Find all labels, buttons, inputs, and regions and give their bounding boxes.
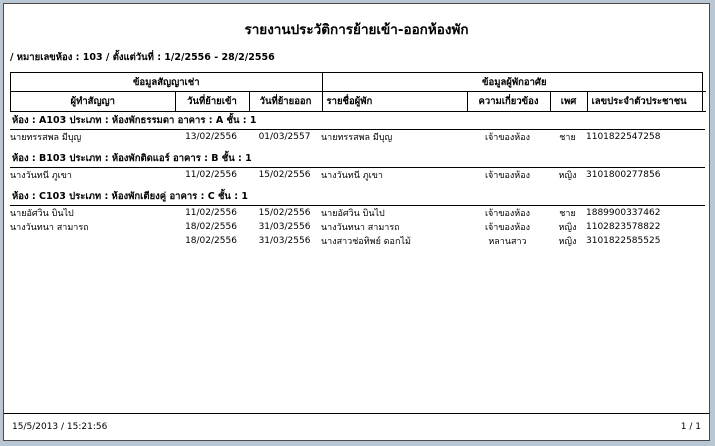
report-page [3, 3, 710, 441]
cell-move-in: 13/02/2556 [185, 132, 237, 142]
header-group-resident: ข้อมูลผู้พักอาศัย [322, 73, 706, 92]
column-header-resident: รายชื่อผู้พัก [322, 92, 467, 112]
report-footer [4, 413, 709, 440]
cell-relation: เจ้าของห้อง [484, 223, 531, 233]
report-body [10, 112, 703, 248]
cell-national-id: 1102823578822 [586, 222, 661, 232]
footer-timestamp: 15/5/2013 / 15:21:56 [12, 422, 108, 432]
cell-move-out: 15/02/2556 [258, 208, 311, 218]
cell-move-in: 18/02/2556 [185, 222, 237, 232]
cell-move-in: 18/02/2556 [185, 236, 237, 246]
room-group-header-label: ห้อง : B103 ประเภท : ห้องพักติดแอร์ อาคาร : B ชั้น : 1 [10, 150, 705, 168]
cell-resident: นางวันทนี ภูเขา [321, 171, 383, 181]
column-header-relation: ความเกี่ยวข้อง [467, 92, 550, 112]
cell-resident: นางวันทนา สามารถ [321, 223, 400, 233]
page-title: รายงานประวัติการย้ายเข้า-ออกห้องพัก [244, 22, 469, 38]
column-header-contractor: ผู้ทำสัญญา [11, 92, 175, 112]
column-header-gender: เพศ [550, 92, 587, 112]
cell-move-in: 11/02/2556 [185, 170, 237, 180]
column-header-move-in: วันที่ย้ายเข้า [175, 92, 249, 112]
column-header-move-out: วันที่ย้ายออก [249, 92, 322, 112]
cell-resident: นายทรรสพล มีบุญ [321, 133, 393, 143]
header-group-row [11, 73, 706, 92]
cell-move-out: 15/02/2556 [258, 170, 311, 180]
cell-national-id: 3101800277856 [586, 170, 661, 180]
cell-gender: ชาย [559, 209, 576, 219]
footer-page-indicator: 1 / 1 [680, 422, 701, 432]
report-table-header [10, 72, 703, 112]
table-row [10, 206, 705, 221]
table-row [10, 168, 705, 183]
table-row [10, 234, 705, 248]
cell-resident: นางสาวช่อทิพย์ ดอกไม้ [321, 237, 411, 247]
cell-move-out: 01/03/2557 [258, 132, 311, 142]
cell-gender: หญิง [558, 223, 577, 233]
header-column-row [11, 92, 706, 112]
cell-contractor: นางวันทนา สามารถ [10, 223, 89, 233]
cell-relation: เจ้าของห้อง [484, 171, 531, 181]
cell-relation: หลานสาว [488, 237, 527, 247]
table-row [10, 220, 705, 234]
cell-gender: ชาย [559, 133, 576, 143]
cell-national-id: 3101822585525 [586, 236, 661, 246]
column-header-table [11, 73, 706, 112]
cell-gender: หญิง [558, 237, 577, 247]
room-group-header-label: ห้อง : A103 ประเภท : ห้องพักธรรมดา อาคาร : A ชั้น : 1 [10, 112, 705, 130]
report-data-table [10, 112, 705, 248]
header-group-contract: ข้อมูลสัญญาเช่า [11, 73, 322, 92]
table-row [10, 130, 705, 145]
cell-contractor [10, 234, 174, 248]
cell-move-out: 31/03/2556 [258, 222, 311, 232]
cell-gender: หญิง [558, 171, 577, 181]
cell-national-id: 1101822547258 [586, 132, 661, 142]
room-group-header-row [10, 150, 705, 168]
room-group-header-row [10, 112, 705, 130]
cell-contractor: นางวันทนี ภูเขา [10, 171, 72, 181]
report-filter-summary: / หมายเลขห้อง : 103 / ตั้งแต่วันที่ : 1/2/2556 - 28/2/2556 [10, 52, 275, 63]
cell-relation: เจ้าของห้อง [484, 209, 531, 219]
cell-national-id: 1889900337462 [586, 208, 661, 218]
cell-move-out: 31/03/2556 [258, 236, 311, 246]
room-group-header-label: ห้อง : C103 ประเภท : ห้องพักเตียงคู่ อาคาร : C ชั้น : 1 [10, 188, 705, 206]
cell-relation: เจ้าของห้อง [484, 133, 531, 143]
cell-move-in: 11/02/2556 [185, 208, 237, 218]
column-header-national-id: เลขประจำตัวประชาชน [587, 92, 706, 112]
cell-contractor: นายทรรสพล มีบุญ [10, 133, 82, 143]
room-group-header-row [10, 188, 705, 206]
cell-resident: นายอัศวิน บินไป [321, 209, 385, 219]
cell-contractor: นายอัศวิน บินไป [10, 209, 74, 219]
